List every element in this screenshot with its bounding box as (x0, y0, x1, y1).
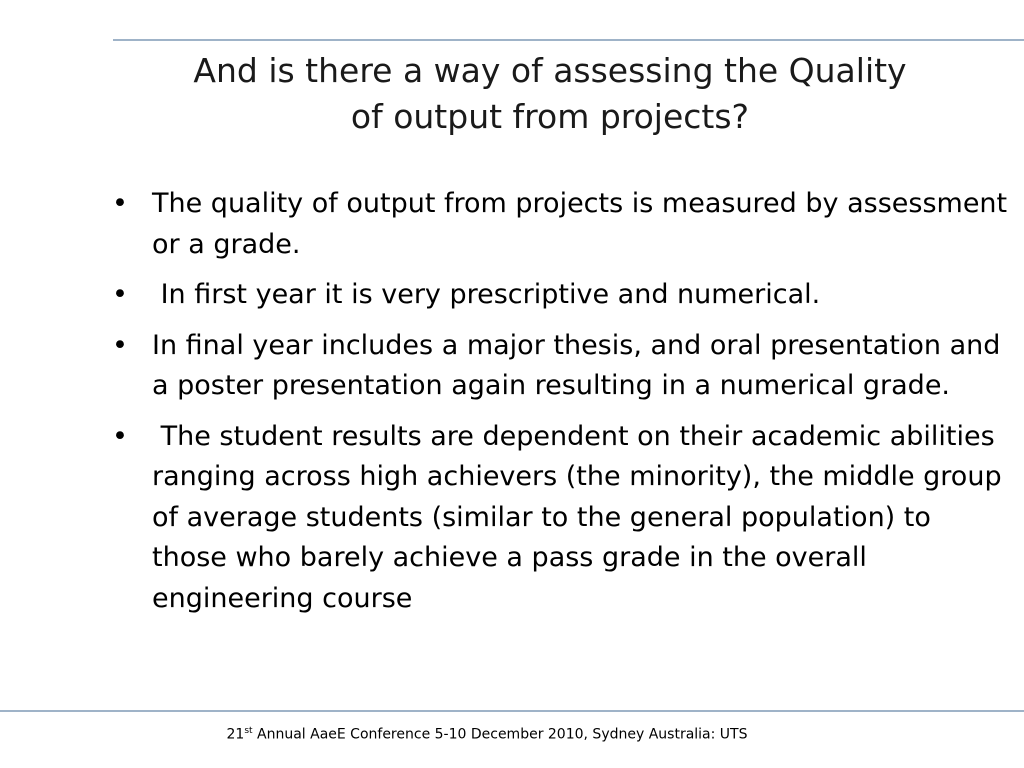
bullet-item (112, 184, 1016, 265)
footer-ordinal-suffix: st (244, 726, 253, 736)
top-divider (113, 39, 1024, 41)
bullet-text: In first year it is very prescriptive and numerical. (152, 279, 821, 310)
bullet-icon: • (112, 188, 128, 219)
footer-text: Annual AaeE Conference 5-10 December 2010, Sydney Australia: UTS (252, 726, 748, 743)
bullet-item (112, 275, 1012, 316)
bullet-text: The student results are dependent on their academic abilities ranging across high achievers (the minority), the middle group of average students (similar to the general population) to those who barely achieve a pass grade in the overall engineering course (152, 420, 1011, 614)
bullet-text: The quality of output from projects is measured by assessment or a grade. (152, 188, 1016, 260)
bullet-list (112, 184, 1016, 629)
slide-title (100, 48, 1000, 140)
conference-footer (0, 726, 974, 743)
footer-ordinal-number: 21 (226, 726, 245, 743)
slide-title-line-2: of output from projects? (350, 97, 750, 136)
bullet-icon: • (112, 420, 128, 452)
bullet-icon: • (112, 279, 128, 310)
bottom-divider (0, 710, 1024, 712)
slide-title-line-1: And is there a way of assessing the Quality (193, 51, 907, 90)
bullet-icon: • (112, 329, 128, 361)
bullet-item (112, 417, 1012, 620)
bullet-text: In final year includes a major thesis, and oral presentation and a poster presentation again resulting in a numerical grade. (152, 329, 1009, 401)
bullet-item (112, 326, 1012, 407)
